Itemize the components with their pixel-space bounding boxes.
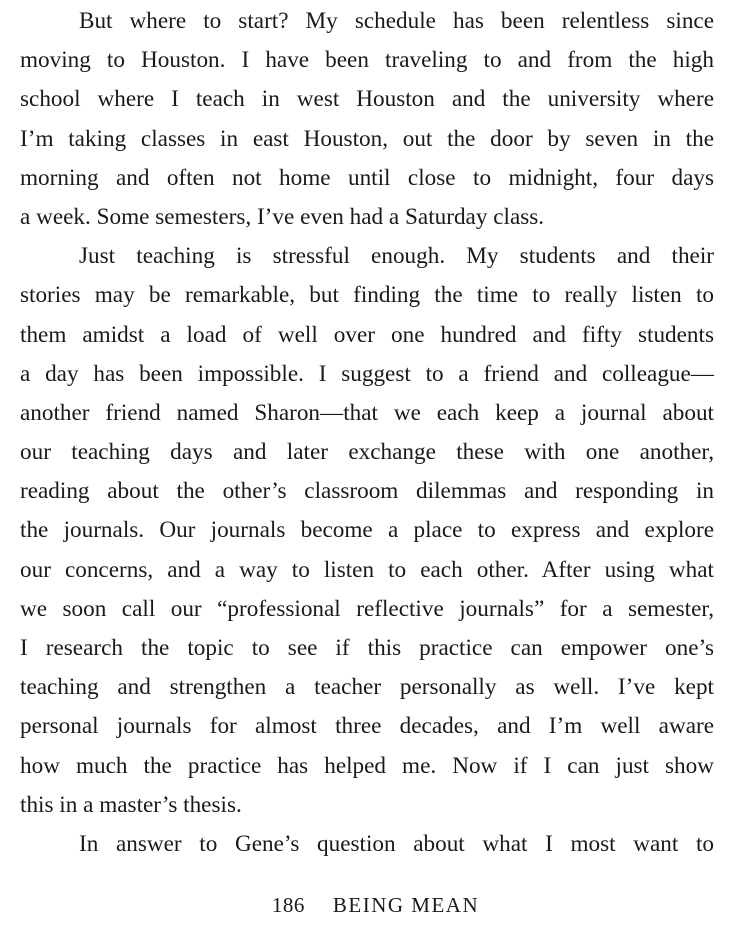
paragraph-1-line-1: But where to start? My schedule has been relentless since (79, 8, 714, 34)
paragraph-2-line-9: our concerns, and a way to listen to each other. After using what (20, 556, 714, 583)
page-footer (0, 893, 751, 918)
paragraph-1-line-4: I’m taking classes in east Houston, out the door by seven in the (20, 125, 714, 152)
paragraph-2-line-13: personal journals for almost three decades, and I’m well aware (20, 713, 714, 740)
paragraph-2-line-6: our teaching days and later exchange these with one another, (20, 439, 714, 466)
running-head: BEING MEAN (332, 893, 480, 917)
paragraph-1-line-3: school where I teach in west Houston and the university where (20, 86, 714, 113)
paragraph-2-line-12: teaching and strengthen a teacher personally as well. I’ve kept (20, 674, 714, 701)
paragraph-2-line-15: this in a master’s thesis. (20, 791, 242, 818)
paragraph-2-line-8: the journals. Our journals become a place to express and explore (20, 517, 714, 544)
paragraph-2-line-10: we soon call our “professional reflective journals” for a semester, (20, 595, 714, 622)
paragraph-2-line-14: how much the practice has helped me. Now if I can just show (20, 752, 714, 779)
paragraph-3-line-1: In answer to Gene’s question about what I most want to (79, 830, 714, 857)
paragraph-1-line-5: morning and often not home until close to midnight, four days (20, 164, 714, 191)
paragraph-2-line-4: a day has been impossible. I suggest to a friend and colleague— (20, 360, 714, 387)
paragraph-1-line-2: moving to Houston. I have been traveling to and from the high (20, 47, 714, 74)
paragraph-2-line-1: Just teaching is stressful enough. My students and their (79, 243, 714, 270)
page-number: 186 (271, 893, 305, 917)
body-text (20, 2, 714, 864)
paragraph-2-line-11: I research the topic to see if this practice can empower one’s (20, 635, 714, 661)
paragraph-1-line-6: a week. Some semesters, I’ve even had a Saturday class. (20, 203, 545, 230)
paragraph-2-line-7: reading about the other’s classroom dilemmas and responding in (20, 478, 714, 505)
paragraph-2-line-3: them amidst a load of well over one hundred and fifty students (20, 321, 714, 348)
paragraph-2-line-2: stories may be remarkable, but finding the time to really listen to (20, 282, 714, 309)
paragraph-2-line-5: another friend named Sharon—that we each keep a journal about (20, 399, 714, 426)
